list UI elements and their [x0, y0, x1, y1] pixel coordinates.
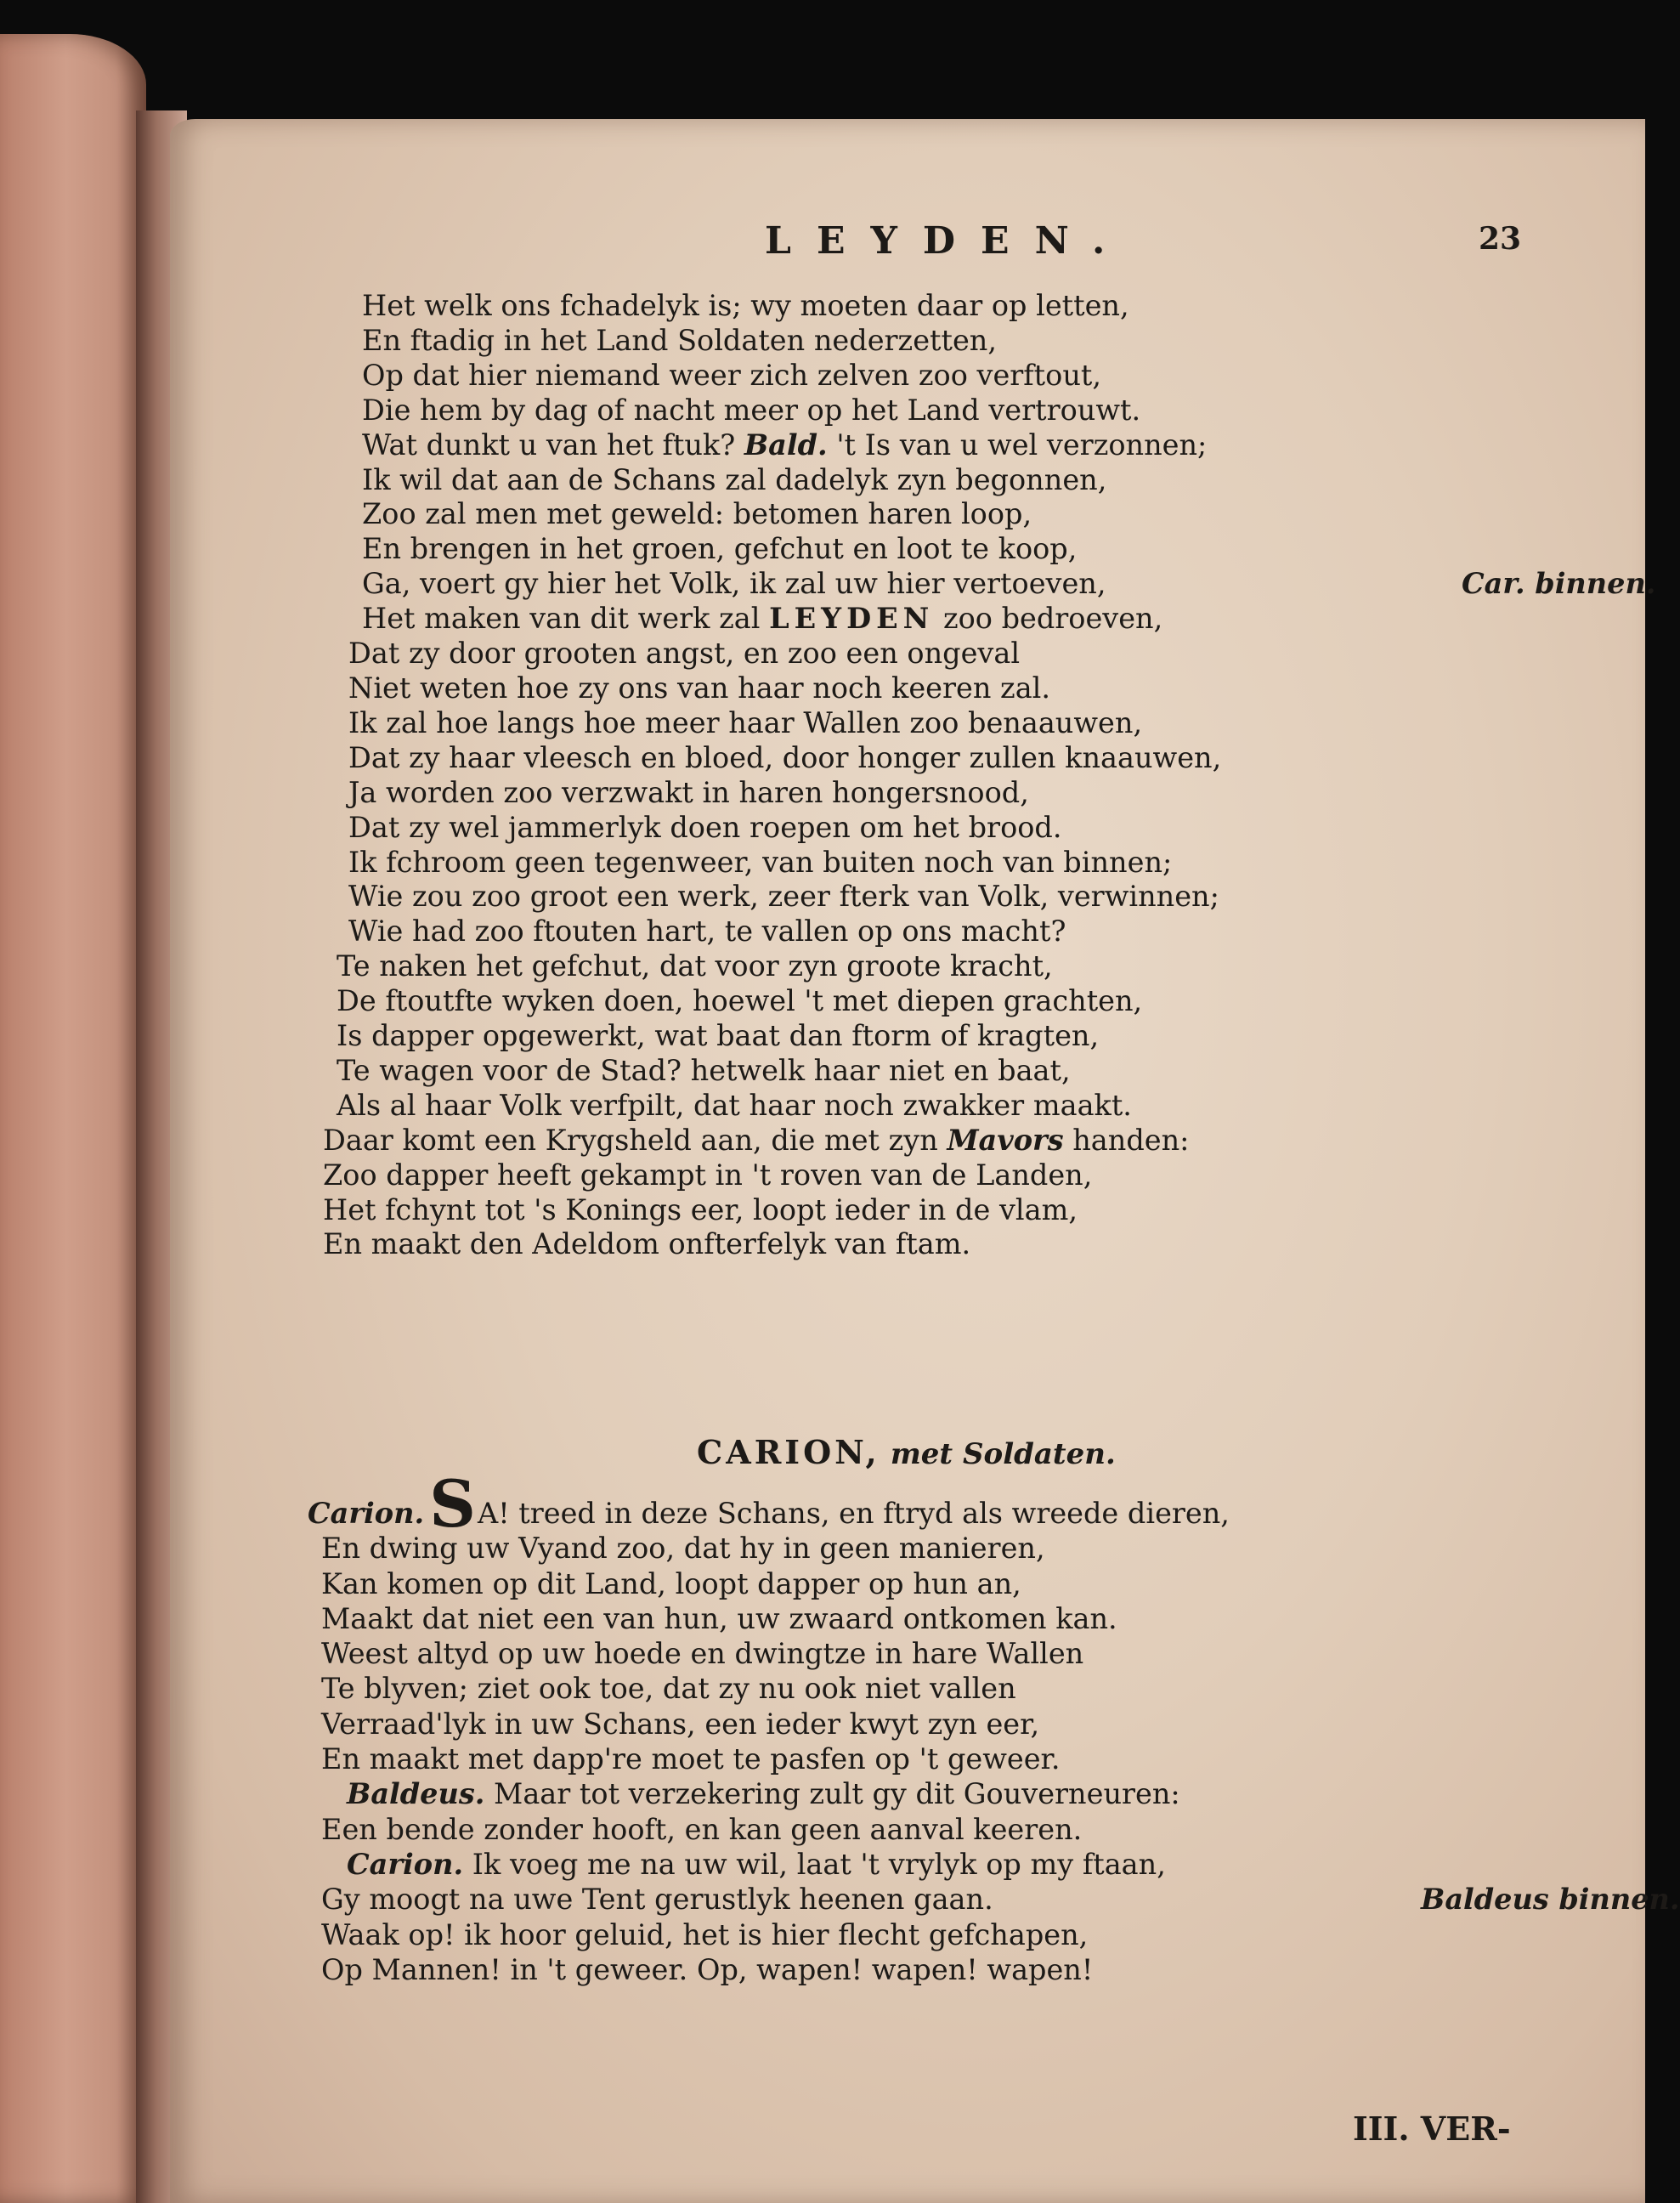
- speech-line: Baldeus. Maar tot verzekering zult gy dit Gouverneuren:: [347, 1777, 1180, 1811]
- speech-line: Gy moogt na uwe Tent gerustlyk heenen gaan. Baldeus binnen.: [321, 1883, 1680, 1917]
- speech-line: Carion. Ik voeg me na uw wil, laat 't vrylyk op my ftaan,: [347, 1847, 1166, 1881]
- verse-line: Dat zy door grooten angst, en zoo een ongeval: [348, 637, 1021, 671]
- speech-line: Op Mannen! in 't geweer. Op, wapen! wapen! wapen!: [321, 1952, 1094, 1986]
- verse-line: Het fchynt tot 's Konings eer, loopt ieder in de vlam,: [323, 1192, 1078, 1226]
- speech-block: [308, 1466, 1680, 1987]
- verse-line: Op dat hier niemand weer zich zelven zoo verftout,: [362, 358, 1102, 392]
- verse-line: Ik zal hoe langs hoe meer haar Wallen zoo benaauwen,: [348, 705, 1143, 739]
- verse-line: Te wagen voor de Stad? hetwelk haar niet en baat,: [337, 1053, 1071, 1087]
- speaker-name: Carion.: [308, 1497, 425, 1530]
- book-page: [170, 119, 1680, 2203]
- verse-line: Ik wil dat aan de Schans zal dadelyk zyn begonnen,: [362, 462, 1107, 496]
- verse-line: De ftoutfte wyken doen, hoewel 't met diepen grachten,: [337, 984, 1143, 1018]
- verse-line: En maakt den Adeldom onfterfelyk van ftam.: [323, 1227, 971, 1261]
- scene-heading: [697, 1433, 1116, 1471]
- verse-line: En ftadig in het Land Soldaten nederzetten,: [362, 323, 997, 357]
- verse-line: Is dapper opgewerkt, wat baat dan ftorm of kragten,: [337, 1019, 1100, 1053]
- verse-line: Zoo zal men met geweld: betomen haren loop,: [362, 497, 1032, 531]
- speech-line: Verraad'lyk in uw Schans, een ieder kwyt zyn eer,: [321, 1707, 1040, 1741]
- verse-line: Te naken het gefchut, dat voor zyn groote kracht,: [337, 949, 1053, 983]
- running-head: LEYDEN.: [765, 219, 1131, 263]
- verse-line: Ga, voert gy hier het Volk, ik zal uw hier vertoeven, Car. binnen.: [362, 567, 1656, 601]
- verse-line: Dat zy haar vleesch en bloed, door honger zullen knaauwen,: [348, 740, 1222, 774]
- page-number: 23: [1479, 221, 1522, 257]
- speaker-name: Bald.: [744, 428, 828, 462]
- scene-company: met Soldaten.: [890, 1437, 1116, 1471]
- speaker-name: Baldeus.: [347, 1777, 485, 1811]
- speech-line: Maakt dat niet een van hun, uw zwaard ontkomen kan.: [321, 1601, 1117, 1635]
- verse-line: Wat dunkt u van het ftuk? Bald. 't Is van u wel verzonnen;: [362, 428, 1208, 462]
- verse-line: Het welk ons fchadelyk is; wy moeten daar op letten,: [362, 289, 1129, 322]
- speech-line: Kan komen op dit Land, loopt dapper op hun an,: [321, 1566, 1021, 1600]
- verse-line: Ik fchroom geen tegenweer, van buiten noch van binnen;: [348, 845, 1173, 879]
- verse-line: Die hem by dag of nacht meer op het Land vertrouwt.: [362, 393, 1141, 427]
- drop-cap: S: [429, 1466, 476, 1542]
- speech-line: Te blyven; ziet ook toe, dat zy nu ook niet vallen: [321, 1672, 1016, 1706]
- verse-line: Wie had zoo ftouten hart, te vallen op ons macht?: [348, 915, 1066, 949]
- facing-page-edge: [0, 34, 146, 2203]
- verse-line: Daar komt een Krygsheld aan, die met zyn Mavors handen:: [323, 1123, 1190, 1157]
- scene-character: CARION,: [697, 1433, 880, 1471]
- speech-line: Waak op! ik hoor geluid, het is hier flecht gefchapen,: [321, 1917, 1089, 1951]
- city-name: LEYDEN: [769, 602, 935, 636]
- verse-line: Als al haar Volk verfpilt, dat haar noch zwakker maakt.: [337, 1088, 1132, 1122]
- verse-line: En brengen in het groen, gefchut en loot te koop,: [362, 532, 1078, 566]
- stage-direction: Baldeus binnen.: [1421, 1883, 1680, 1917]
- speaker-name: Carion.: [347, 1847, 464, 1881]
- speech-line: Weest altyd op uw hoede en dwingtze in hare Wallen: [321, 1637, 1084, 1671]
- emphasis: Mavors: [947, 1123, 1064, 1157]
- verse-line: Niet weten hoe zy ons van haar noch keeren zal.: [348, 671, 1051, 705]
- speech-line: Carion.SA! treed in deze Schans, en ftryd als wreede dieren,: [308, 1466, 1230, 1542]
- verse-line: Het maken van dit werk zal LEYDEN zoo bedroeven,: [362, 602, 1163, 636]
- speech-line: En maakt met dapp're moet te pasfen op 't geweer.: [321, 1742, 1061, 1776]
- verse-line: Dat zy wel jammerlyk doen roepen om het brood.: [348, 810, 1062, 844]
- verse-block: [323, 289, 1656, 1262]
- speech-line: Een bende zonder hooft, en kan geen aanval keeren.: [321, 1812, 1083, 1846]
- speech-line: En dwing uw Vyand zoo, dat hy in geen manieren,: [321, 1532, 1045, 1566]
- verse-line: Wie zou zoo groot een werk, zeer fterk van Volk, verwinnen;: [348, 880, 1219, 914]
- catchword: III. VER-: [1353, 2110, 1511, 2148]
- stage-direction: Car. binnen.: [1462, 567, 1656, 601]
- verse-line: Zoo dapper heeft gekampt in 't roven van de Landen,: [323, 1158, 1093, 1192]
- verse-line: Ja worden zoo verzwakt in haren hongersnood,: [348, 775, 1029, 809]
